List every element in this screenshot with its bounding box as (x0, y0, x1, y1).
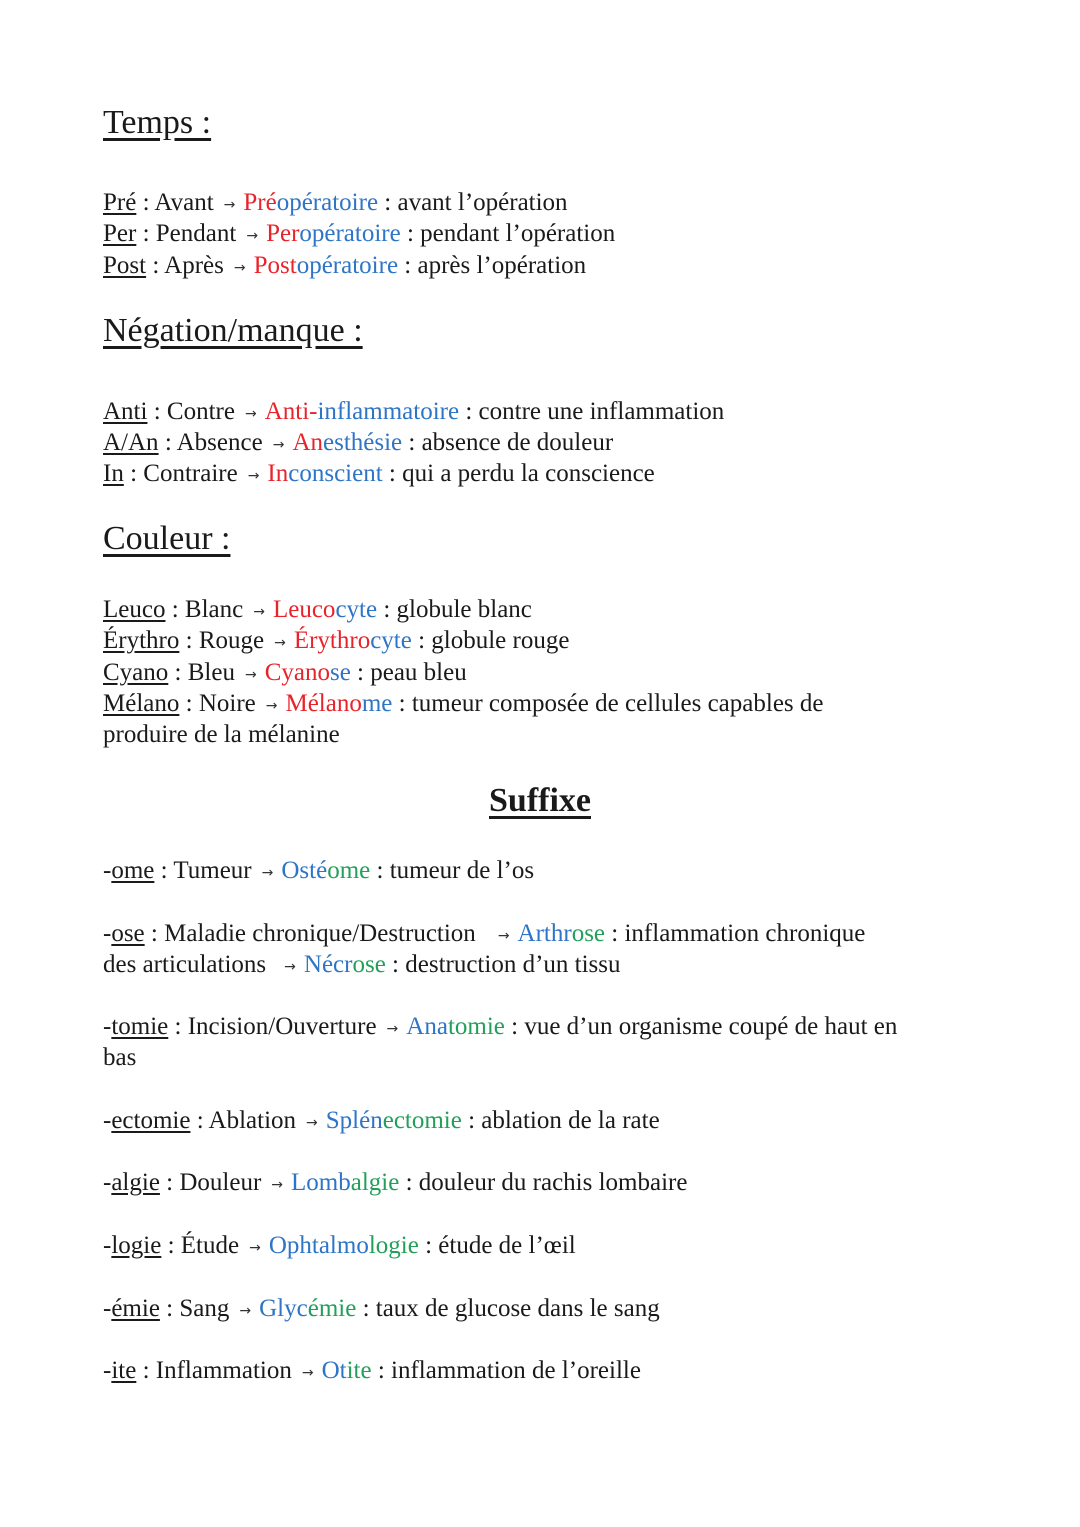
arrow-icon: → (306, 1115, 318, 1131)
meaning: : Rouge (179, 627, 265, 654)
suffix-row-ose: -ose : Maladie chronique/Destruction → Arthrose : inflammation chronique (103, 920, 866, 947)
prefix: Mélano (103, 690, 180, 717)
meaning: : Inflammation (136, 1357, 292, 1384)
arrow-icon: → (223, 197, 236, 213)
suffix: ite (111, 1357, 137, 1384)
negation-row-anti (103, 396, 724, 431)
temps-row-per (103, 218, 615, 253)
negation-row-in (103, 458, 655, 493)
meaning: : Bleu (168, 659, 235, 686)
meaning: : Sang (159, 1295, 230, 1322)
prefix: In (103, 460, 124, 487)
temps-row-post (103, 250, 586, 285)
suffix-row-ectomie: -ectomie : Ablation → Splénectomie : ablation de la rate (103, 1107, 660, 1134)
meaning: : Pendant (136, 220, 237, 247)
definition: : contre une inflammation (459, 398, 725, 425)
meaning: : Étude (161, 1232, 240, 1259)
arrow-icon: → (386, 1021, 399, 1037)
example-root: Arthr (517, 920, 572, 947)
example-suffix: logie (368, 1232, 419, 1259)
example-root: Lomb (291, 1169, 351, 1196)
arrow-icon: → (497, 928, 510, 944)
meaning: : Tumeur (154, 857, 252, 884)
definition: : vue d’un organisme coupé de haut en (504, 1013, 898, 1040)
definition: : douleur du rachis lombaire (399, 1169, 688, 1196)
prefix: Per (103, 220, 137, 247)
couleur-row-erythro (103, 625, 569, 660)
example-prefix: Mélano (285, 690, 362, 717)
suffix-row-emie: -émie : Sang → Glycémie : taux de glucose dans le sang (103, 1295, 660, 1322)
arrow-icon: → (253, 604, 265, 620)
section-title-suffixe: Suffixe (489, 782, 591, 819)
definition: : qui a perdu la conscience (382, 460, 655, 487)
arrow-icon: → (244, 667, 257, 683)
arrow-icon: → (246, 228, 259, 244)
arrow-icon: → (301, 1365, 314, 1381)
example-root: Glyc (259, 1295, 308, 1322)
example-prefix: Leuco (272, 596, 336, 623)
definition: : inflammation chronique (605, 920, 866, 947)
prefix: Cyano (103, 659, 169, 686)
example-prefix: Érythro (293, 627, 371, 654)
arrow-icon: → (284, 959, 296, 975)
meaning: : Après (146, 252, 224, 279)
definition: : avant l’opération (378, 189, 568, 216)
definition: : absence de douleur (402, 429, 614, 456)
definition: : peau bleu (350, 659, 467, 686)
definition: : inflammation de l’oreille (371, 1357, 641, 1384)
example-root: se (329, 659, 351, 686)
example-root: inflammatoire (317, 398, 460, 425)
meaning: : Noire (179, 690, 256, 717)
meaning: : Douleur (159, 1169, 262, 1196)
couleur-row-melano-continuation: produire de la mélanine (103, 721, 340, 748)
suffix: logie (111, 1232, 162, 1259)
suffix-row-ose-continuation (103, 949, 621, 984)
example-prefix: Pré (243, 189, 277, 216)
arrow-icon: → (271, 1177, 284, 1193)
definition: : pendant l’opération (400, 220, 616, 247)
couleur-row-leuco (103, 594, 532, 629)
meaning: : Ablation (190, 1107, 297, 1134)
section-title-couleur: Couleur : (103, 520, 231, 557)
definition: : tumeur de l’os (370, 857, 535, 884)
example-prefix: In (267, 460, 289, 487)
example-suffix: ite (346, 1357, 372, 1384)
example-root: Ophtalmo (268, 1232, 369, 1259)
suffix: ectomie (111, 1107, 191, 1134)
meaning: : Avant (136, 189, 214, 216)
meaning: : Contre (147, 398, 235, 425)
example-suffix: tomie (447, 1013, 505, 1040)
arrow-icon: → (261, 865, 274, 881)
arrow-icon: → (239, 1303, 252, 1319)
meaning: : Absence (158, 429, 263, 456)
example-root: Osté (281, 857, 328, 884)
suffix-row-logie: -logie : Étude → Ophtalmologie : étude de l’œil (103, 1232, 576, 1259)
prefix: Érythro (103, 627, 180, 654)
suffix: ome (111, 857, 155, 884)
example-root: opératoire (299, 220, 401, 247)
definition: : tumeur composée de cellules capables de (392, 690, 824, 717)
example-prefix: Cyano (264, 659, 330, 686)
definition: : destruction d’un tissu (385, 951, 621, 978)
arrow-icon: → (244, 406, 257, 422)
suffix: émie (111, 1295, 160, 1322)
definition: : globule rouge (411, 627, 570, 654)
example-root: opératoire (276, 189, 379, 216)
example-suffix: ome (327, 857, 371, 884)
example-root: cyte (370, 627, 412, 654)
arrow-icon: → (272, 437, 285, 453)
example-root: me (361, 690, 393, 717)
example-suffix: ose (352, 951, 386, 978)
arrow-icon: → (274, 635, 286, 651)
section-title-negation: Négation/manque : (103, 312, 363, 349)
example-prefix: Per (266, 220, 300, 247)
couleur-row-melano (103, 688, 824, 723)
example-root: Nécr (303, 951, 353, 978)
prefix: A/An (103, 429, 159, 456)
suffix: ose (111, 920, 145, 947)
negation-row-an (103, 427, 613, 462)
prefix: Anti (103, 398, 148, 425)
prefix: Pré (103, 189, 137, 216)
suffix-row-tomie: -tomie : Incision/Ouverture → Anatomie : vue d’un organisme coupé de haut en (103, 1013, 898, 1040)
meaning: : Blanc (165, 596, 244, 623)
arrow-icon: → (247, 468, 260, 484)
meaning: : Contraire (123, 460, 238, 487)
prefix: Leuco (103, 596, 166, 623)
couleur-row-cyano (103, 657, 467, 692)
example-root: Ot (321, 1357, 347, 1384)
definition: : après l’opération (398, 252, 587, 279)
example-prefix: Post (253, 252, 297, 279)
example-root: Splén (325, 1107, 383, 1134)
meaning: : Incision/Ouverture (168, 1013, 377, 1040)
example-root: opératoire (296, 252, 399, 279)
arrow-icon: → (265, 698, 278, 714)
definition: : taux de glucose dans le sang (356, 1295, 660, 1322)
example-root: conscient (288, 460, 383, 487)
suffix-row-ome: -ome : Tumeur → Ostéome : tumeur de l’os (103, 857, 535, 884)
suffix-row-tomie-continuation: bas (103, 1044, 137, 1071)
temps-row-pre (103, 187, 568, 222)
example-prefix: Anti- (264, 398, 318, 425)
prefix: Post (103, 252, 147, 279)
section-title-temps: Temps : (103, 104, 212, 141)
example-suffix: algie (350, 1169, 400, 1196)
example-suffix: émie (307, 1295, 357, 1322)
definition: : ablation de la rate (461, 1107, 660, 1134)
definition: : étude de l’œil (418, 1232, 576, 1259)
suffix: algie (111, 1169, 160, 1196)
suffix: tomie (111, 1013, 169, 1040)
example-root: Ana (406, 1013, 448, 1040)
continuation-text: des articulations (103, 951, 267, 978)
definition: : globule blanc (377, 596, 532, 623)
example-prefix: An (292, 429, 323, 456)
arrow-icon: → (249, 1240, 261, 1256)
meaning: : Maladie chronique/Destruction (144, 920, 476, 947)
suffix-row-algie: -algie : Douleur → Lombalgie : douleur du rachis lombaire (103, 1169, 688, 1196)
example-root: cyte (335, 596, 378, 623)
example-suffix: ectomie (382, 1107, 462, 1134)
example-root: esthésie (323, 429, 403, 456)
suffix-row-ite: -ite : Inflammation → Otite : inflammation de l’oreille (103, 1357, 641, 1384)
arrow-icon: → (233, 260, 246, 276)
example-suffix: ose (571, 920, 606, 947)
